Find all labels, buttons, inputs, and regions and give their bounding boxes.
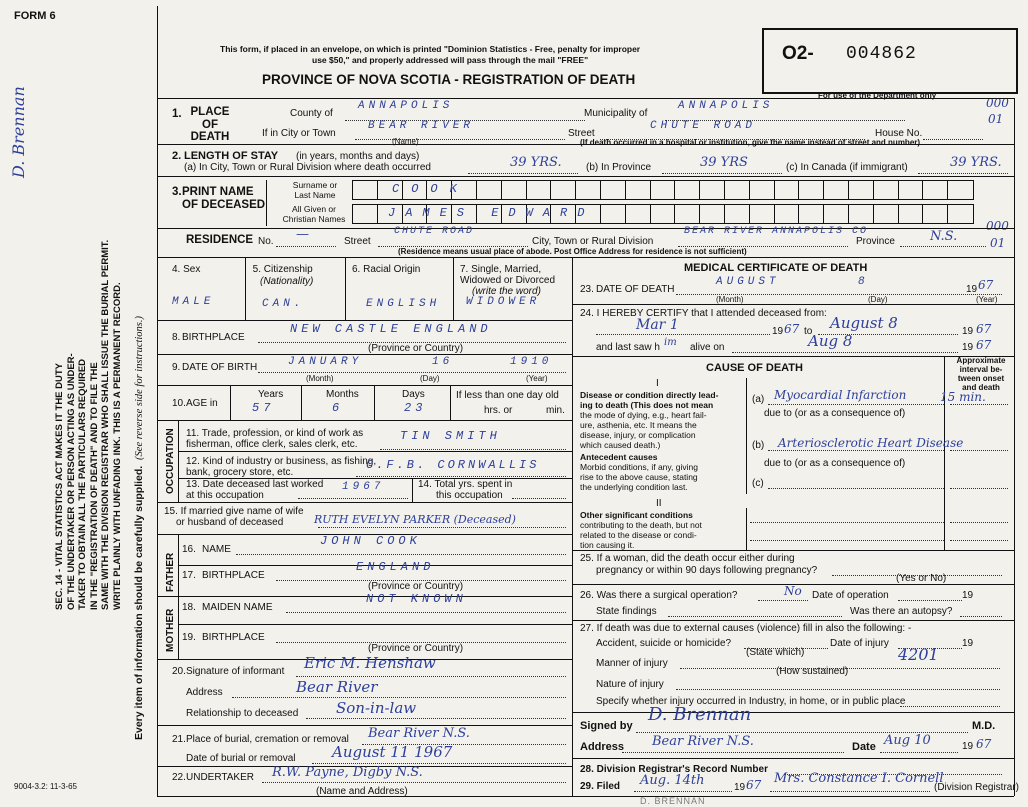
attended-to-value: August 8 — [830, 314, 898, 332]
dept-code-1: 000 — [986, 96, 1009, 110]
trade-value: TIN SMITH — [400, 429, 501, 443]
letter-cell-divider — [873, 180, 874, 199]
mother-vertical-label: MOTHER — [165, 608, 176, 652]
print-name-label: PRINT NAME OF DECEASED — [182, 186, 266, 211]
dept-code-4: 01 — [990, 236, 1006, 250]
letter-cell-divider — [550, 180, 551, 199]
letter-cell-divider — [848, 204, 849, 223]
death-registration-form: FORM 6 This form, if placed in an envelope, on which is printed "Dominion Statistics - Free, penalty for improper use $50," and properly addressed will pass through the mail "FREE" PROVINCE OF NOVA SCOTIA - REGISTRATION OF DEATH O2- 004862 For use of the Department only 000 01 000 01 SEC. 14 - VITAL STATISTICS ACT MAKES IT THE DUTY OF THE UNDERTAKER OR PERSON ACTING AS UNDER- TAKER TO OBTAIN ALL THE PARTICULARS REQUIRED IN THE "REGISTRATION OF DEATH" AND TO FILE THE SAME WITH THE DIVISION REGISTRAR WHO SHALL ISSUE THE BURIAL PERMIT. WRITE PLAINLY WITH UNFADING INK. THIS IS A PERMANENT RECORD. Every item of information should be carefully supplied. (See reverse side for instructions.) D. Brennan 9004-3.2: 11-3-65 1. PLACE OF DEATH County of ANNAPOLIS Municipality of ANNAPOLIS If in City or Town BEAR RIVER Street CHUTE ROAD House No. (Name) (If death occurred in a hospital or institution, give the name instead of street and number) 2. LENGTH OF STAY (in years, months and days) (a) In City, Town or Rural Division where death occurred 39 YRS. (b) In Province 39 YRS (c) In Canada (if immigrant) 39 YRS. 3. PRINT NAME OF DECEASED Surname or Last Name All Given or Christian Names COOK JAMES EDWARD RESIDENCE No. — Street CHUTE ROAD City, Town or Rural Division BEAR RIVER ANNAPOLIS CO Province N.S. (Residence means usual place of abode. Post Office Address for residence is not sufficient) 4. Sex 5. Citizenship (Nationality) 6. Racial Origin 7. Single, Married, Widowed or Divorced (write the word) MALE CAN. ENGLISH WIDOWER 8. BIRTHPLACE NEW CASTLE ENGLAND (Province or Country) 9. DATE OF BIRTH JANUARY 16 1910 (Month) (Day) (Year) 10. AGE in Years Months Days 57 6 23 If less than one day old hrs. or min. OCCUPATION 11. Trade, profession, or kind of work as fisherman, office clerk, sales clerk, etc. TIN SMITH 12. Kind of industry or business, as fishing, bank, grocery store, etc. C.F.B. CORNWALLIS 13. Date deceased last worked at this occupation 1967 14. Total yrs. spent in this occupation 15. If married give name of wife or husband of deceased RUTH EVELYN PARKER (Deceased) FATHER MOTHER 16. NAME JOHN COOK 17. BIRTHPLACE ENGLAND (Province or Country) 18. MAIDEN NAME NOT KNOWN 19. BIRTHPLACE (Province or Country) 20. Signature of informant Eric M. Henshaw Address Bear River Relationship to deceased Son-in-law 21. Place of burial, cremation or removal Bear River N.S. Date of burial or removal August 11 1967 22. UNDERTAKER R.W. Payne, Digby N.S. (Name and Address) MEDICAL CERTIFICATE OF DEATH 23. DATE OF DEATH AUGUST 8 19 67 (Month) (Day) (Year) 24. I HEREBY CERTIFY that I attended deceased from: Mar 1 19 67 to August 8 19 67 and last saw h im alive on Aug 8 19 67 CAUSE OF DEATH Approximate interval be- tween onset and death I Disease or condition directly lead- ing to death (This does not mean the mode of dying, e.g., heart fail- ure, asthenia, etc. It means the disease, injury, or complication which caused death.) (a) Myocardial Infarction 15 min. due to (or as a consequence of) (b) Arteriosclerotic Heart Disease Antecedent causes Morbid conditions, if any, giving rise to the above cause, stating the underlying condition last. due to (or as a consequence of) (c) II Other significant conditions contributing to the death, but not related to the disease or condi- tion causing it. 25. If a woman, did the death occur either during pregnancy or within 90 days following pregnancy? (Yes or No) 26. Was there a surgical operation? No Date of operation 19 State findings Was there an autopsy? 27. If death was due to external causes (violence) fill in also the following: - Accident, suicide or homicide? (State which) Date of injury 19 Manner of injury 4201 (How sustained) Nature of injury Specify whether injury occurred in Industry, in home, or in public place Signed by D. Brennan M.D. Address Bear River N.S. Date Aug 10 19 67 28. Division Registrar's Record Number 29. Filed Aug. 14th 19 67 Mrs. Constance I. Cornell (Division Registrar) D. BRENNAN — [0, 0, 1028, 807]
letter-cell-divider — [848, 180, 849, 199]
letter-cell-divider — [873, 204, 874, 223]
residence-city-value: BEAR RIVER ANNAPOLIS CO — [684, 226, 869, 237]
letter-cell-divider — [377, 204, 378, 223]
margin-signature: D. Brennan — [9, 86, 28, 178]
surgical-operation-value: No — [784, 584, 802, 598]
age-label: AGE in — [186, 398, 218, 409]
cause-a-value: Myocardial Infarction — [774, 388, 907, 402]
medical-certificate-title: MEDICAL CERTIFICATE OF DEATH — [684, 262, 868, 274]
letter-cell-divider — [798, 180, 799, 199]
undertaker-value: R.W. Payne, Digby N.S. — [272, 765, 423, 780]
burial-date-value: August 11 1967 — [332, 743, 453, 761]
birthplace-label: BIRTHPLACE — [182, 332, 245, 343]
physician-address-value: Bear River N.S. — [652, 734, 754, 749]
dept-code-3: 000 — [986, 219, 1009, 233]
residence-number-value: — — [296, 227, 309, 242]
letter-cell-divider — [774, 180, 775, 199]
residence-street-value: CHUTE ROAD — [394, 226, 475, 237]
form-number: FORM 6 — [14, 10, 56, 22]
age-years-value: 57 — [252, 401, 275, 415]
stay-city-value: 39 YRS. — [510, 155, 562, 170]
last-worked-value: 1967 — [342, 481, 385, 493]
letter-cell-divider — [600, 204, 601, 223]
mail-notice-line-1: This form, if placed in an envelope, on which is printed "Dominion Statistics - Free, penalty for improper — [220, 44, 641, 54]
physician-signature: D. Brennan — [648, 704, 752, 725]
letter-cell-divider — [947, 180, 948, 199]
street-value: CHUTE ROAD — [650, 120, 757, 132]
department-use-label: For use of the Department only — [818, 91, 937, 100]
letter-cell-divider — [377, 180, 378, 199]
county-value: ANNAPOLIS — [358, 100, 454, 112]
side-instructions: SEC. 14 - VITAL STATISTICS ACT MAKES IT THE DUTY OF THE UNDERTAKER OR PERSON ACTING AS UNDER- TAKER TO OBTAIN ALL THE PARTICULARS REQUIRED IN THE "REGISTRATION OF DEATH" AND TO FILE THE SAME WITH THE DIVISION REGISTRAR WHO SHALL ISSUE THE BURIAL PERMIT. WRITE PLAINLY WITH UNFADING INK. THIS IS A PERMANENT RECORD. — [54, 239, 123, 610]
dob-year-value: 1910 — [510, 356, 553, 368]
letter-cell-divider — [823, 204, 824, 223]
certify-statement: 24. I HEREBY CERTIFY that I attended deceased from: — [580, 308, 827, 319]
informant-address-value: Bear River — [296, 678, 378, 696]
surname-value: COOK — [392, 182, 469, 196]
city-value: BEAR RIVER — [368, 120, 475, 132]
father-vertical-label: FATHER — [165, 552, 176, 592]
registration-number: 004862 — [846, 44, 917, 64]
age-days-value: 23 — [404, 401, 427, 415]
form-code: 9004-3.2: 11-3-65 — [14, 782, 78, 791]
marital-status-value: WIDOWER — [466, 296, 541, 308]
cause-of-death-title: CAUSE OF DEATH — [706, 362, 803, 374]
stay-province-value: 39 YRS — [700, 155, 748, 170]
dob-month-value: JANUARY — [288, 356, 363, 368]
date-of-birth-label: DATE OF BIRTH — [182, 362, 258, 373]
side-note: Every item of information should be carefully supplied. (See reverse side for instructions.) — [133, 315, 145, 740]
age-months-value: 6 — [332, 401, 344, 415]
letter-cell-divider — [798, 204, 799, 223]
death-day-value: 8 — [858, 276, 869, 288]
letter-cell-divider — [650, 180, 651, 199]
sign-date-value: Aug 10 — [884, 733, 931, 748]
stay-canada-value: 39 YRS. — [950, 155, 1002, 170]
residence-province-value: N.S. — [930, 229, 958, 244]
letter-cell-divider — [501, 180, 502, 199]
relationship-value: Son-in-law — [336, 699, 417, 717]
letter-cell-divider — [947, 204, 948, 223]
letter-cell-divider — [625, 180, 626, 199]
birthplace-value: NEW CASTLE ENGLAND — [290, 322, 492, 336]
sex-value: MALE — [172, 296, 215, 308]
attended-from-value: Mar 1 — [636, 317, 679, 333]
letter-cell-divider — [699, 204, 700, 223]
mother-maiden-value: NOT KNOWN — [366, 592, 467, 606]
dob-day-value: 16 — [432, 356, 454, 368]
form-title: PROVINCE OF NOVA SCOTIA - REGISTRATION OF DEATH — [262, 72, 636, 87]
letter-cell-divider — [699, 180, 700, 199]
letter-cell-divider — [774, 204, 775, 223]
department-code-value: 4201 — [898, 645, 939, 664]
letter-cell-divider — [749, 204, 750, 223]
citizenship-value: CAN. — [262, 298, 305, 310]
letter-cell-divider — [898, 180, 899, 199]
informant-signature: Eric M. Henshaw — [304, 654, 436, 672]
father-birthplace-value: ENGLAND — [356, 560, 435, 574]
father-name-value: JOHN COOK — [320, 534, 421, 548]
given-names-value: JAMES EDWARD — [388, 206, 595, 220]
letter-cell-divider — [922, 180, 923, 199]
letter-cell-divider — [724, 204, 725, 223]
racial-origin-value: ENGLISH — [366, 298, 441, 310]
industry-value: C.F.B. CORNWALLIS — [366, 458, 540, 472]
letter-cell-divider — [600, 180, 601, 199]
letter-cell-divider — [749, 180, 750, 199]
death-year-value: 67 — [978, 278, 994, 292]
letter-cell-divider — [625, 204, 626, 223]
footer-stamp: D. BRENNAN — [640, 796, 706, 806]
dept-code-2: 01 — [988, 112, 1004, 126]
cause-b-value: Arteriosclerotic Heart Disease — [778, 436, 964, 450]
letter-cell-divider — [674, 204, 675, 223]
residence-label: RESIDENCE — [186, 234, 254, 246]
burial-place-value: Bear River N.S. — [368, 726, 470, 741]
municipality-value: ANNAPOLIS — [678, 100, 774, 112]
registrar-signature: Mrs. Constance I. Cornell — [774, 771, 944, 786]
letter-cell-divider — [476, 180, 477, 199]
letter-cell-divider — [650, 204, 651, 223]
letter-cell-divider — [823, 180, 824, 199]
registration-prefix: O2- — [782, 43, 814, 64]
letter-cell-divider — [575, 180, 576, 199]
mail-notice-line-2: use $50," and properly addressed will pass through the mail "FREE" — [312, 55, 589, 65]
length-of-stay-label: LENGTH OF STAY — [184, 150, 279, 162]
spouse-value: RUTH EVELYN PARKER (Deceased) — [314, 513, 516, 526]
letter-cell-divider — [724, 180, 725, 199]
letter-cell-divider — [922, 204, 923, 223]
death-month-value: AUGUST — [716, 276, 780, 288]
letter-cell-divider — [526, 180, 527, 199]
cause-a-interval: 15 min. — [940, 390, 986, 404]
alive-on-value: Aug 8 — [808, 332, 853, 350]
filed-date-value: Aug. 14th — [640, 773, 705, 788]
letter-cell-divider — [898, 204, 899, 223]
letter-cell-divider — [674, 180, 675, 199]
occupation-vertical-label: OCCUPATION — [165, 428, 176, 494]
place-of-death-label: PLACE OF DEATH — [190, 106, 230, 143]
